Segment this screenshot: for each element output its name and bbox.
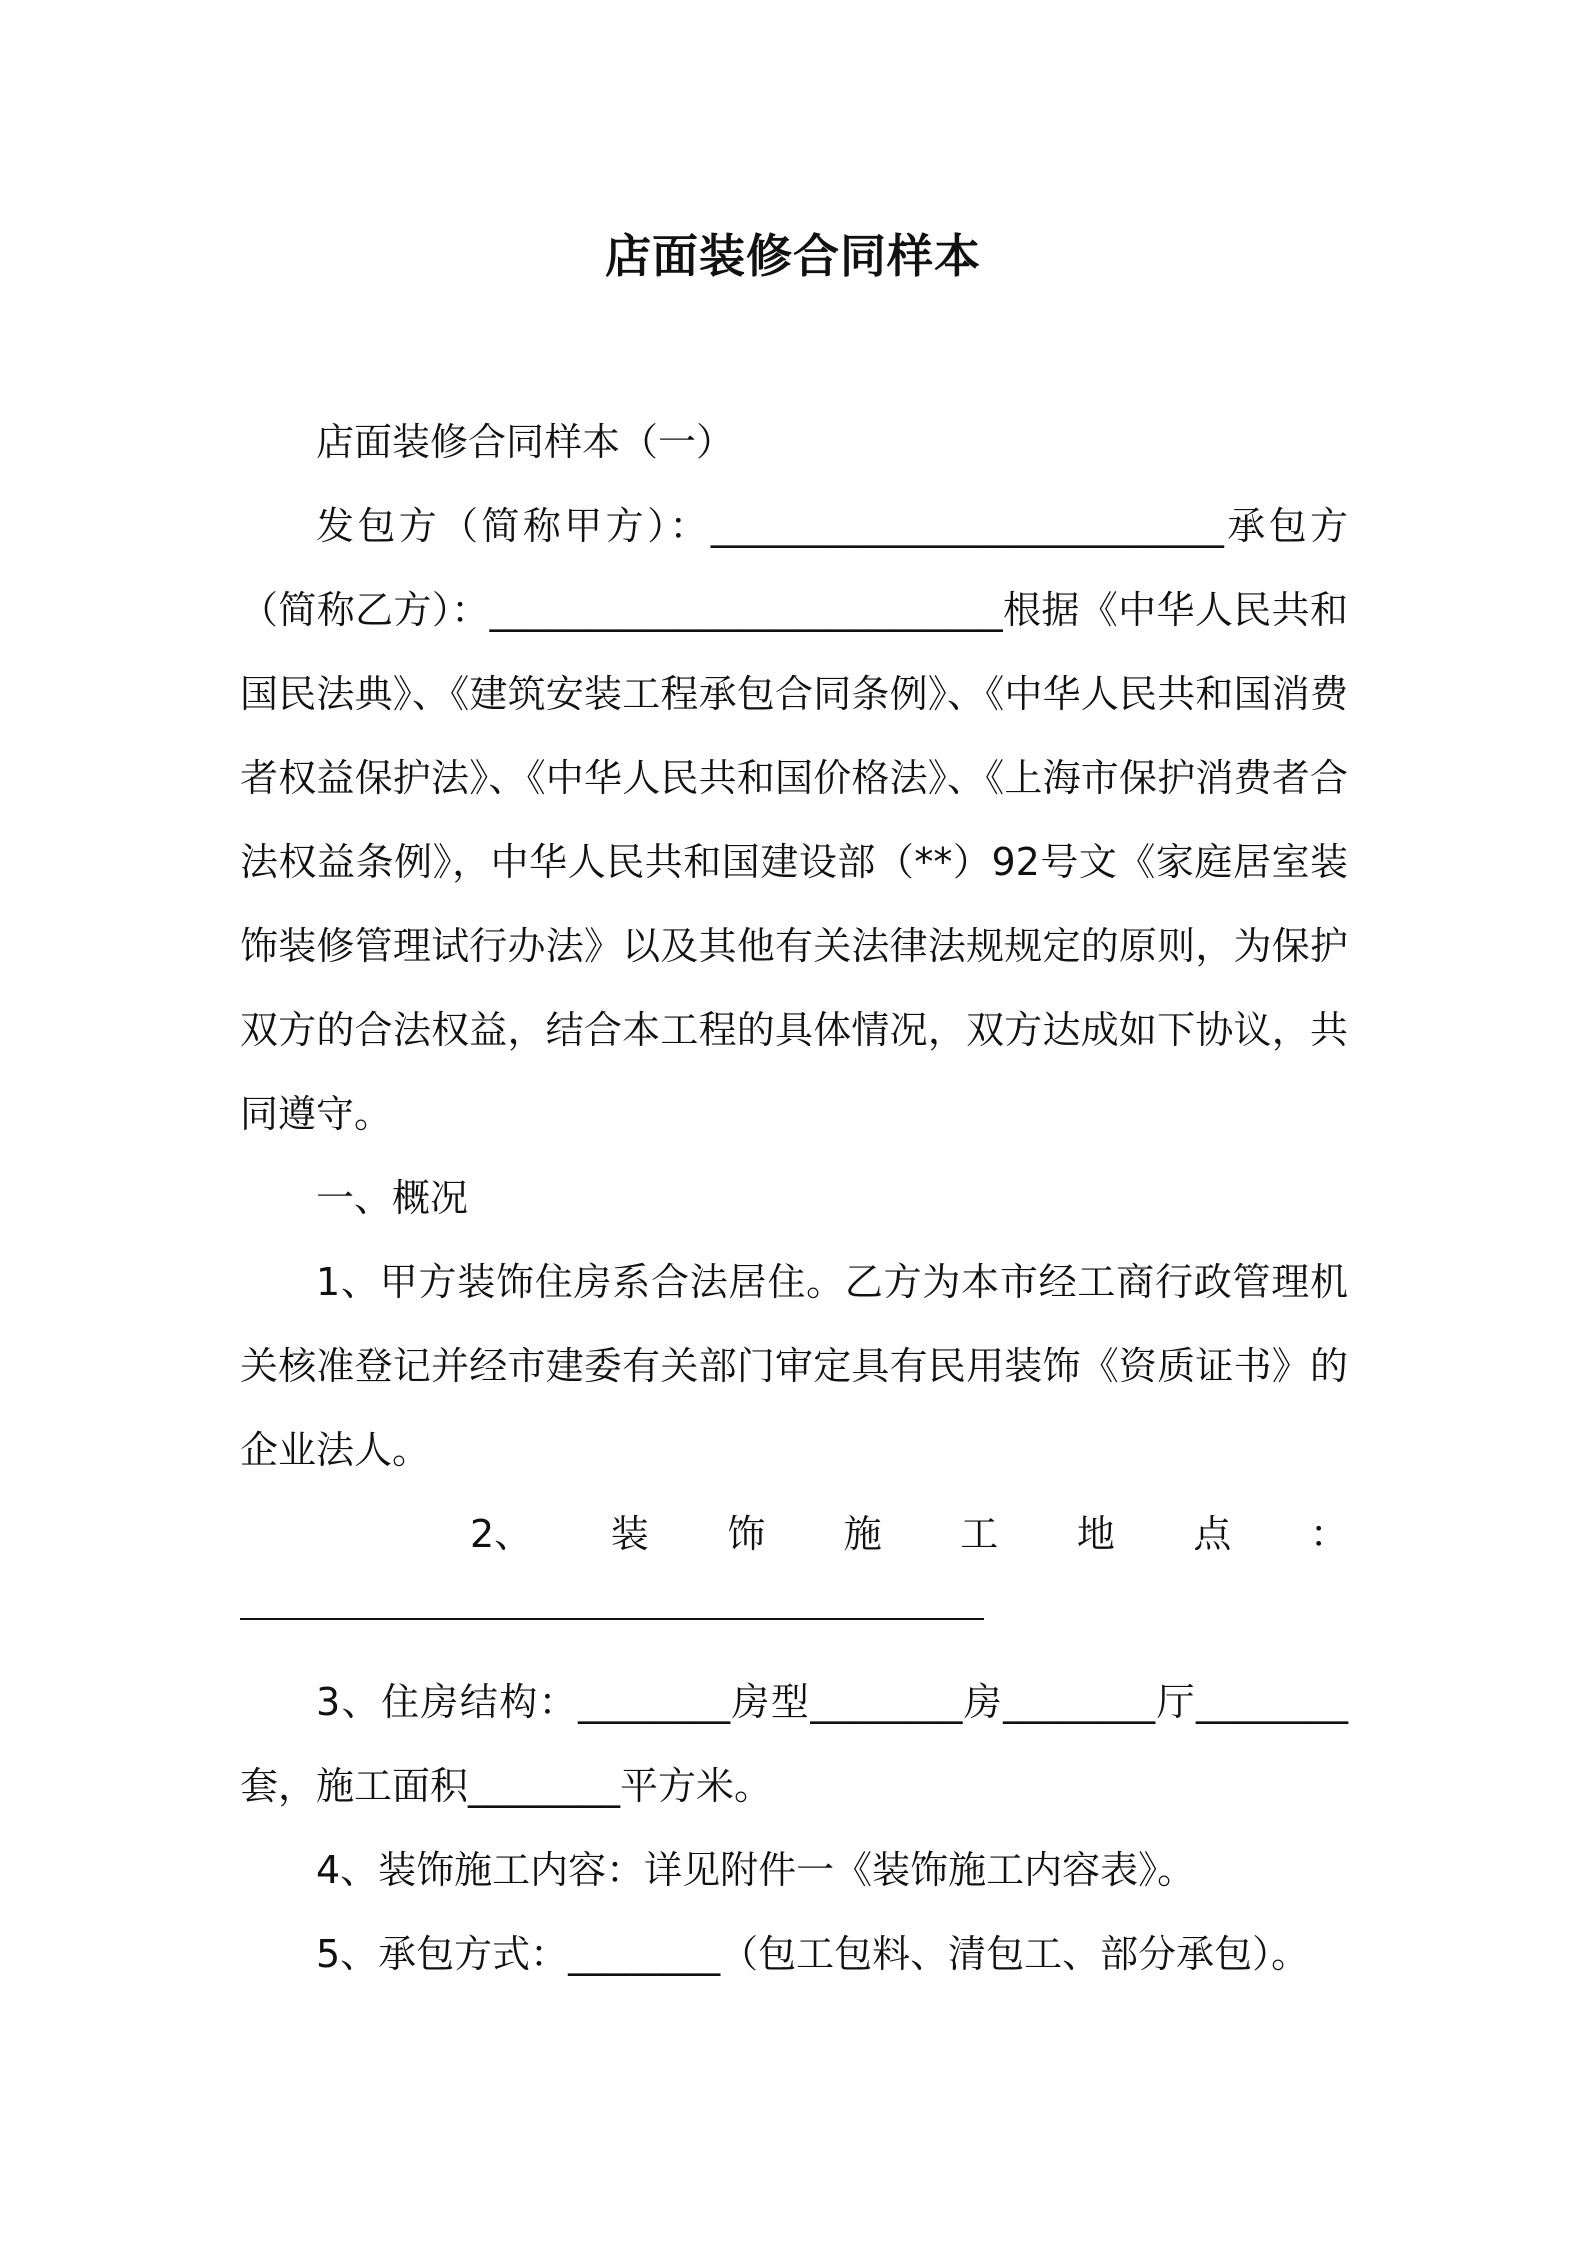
construction-address-blank xyxy=(240,1576,1348,1660)
paragraph-subtitle: 店面装修合同样本（一） xyxy=(316,420,735,464)
paragraph-item-2-label: 2、 装 饰 施 工 地 点 ： xyxy=(470,1512,1348,1556)
document-body xyxy=(240,400,1348,1996)
section-heading-overview: 一、概况 xyxy=(316,1176,469,1220)
paragraph-item-1: 1、甲方装饰住房系合法居住。乙方为本市经工商行政管理机关核准登记并经市建委有关部门审定具有民用装饰《资质证书》的企业法人。 xyxy=(240,1260,1348,1472)
paragraph-item-5: 5、承包方式：________（包工包料、清包工、部分承包）。 xyxy=(316,1932,1310,1976)
paragraph-item-4: 4、装饰施工内容：详见附件一《装饰施工内容表》。 xyxy=(316,1848,1196,1892)
paragraph-item-3: 3、住房结构：________房型________房________厅________套，施工面积________平方米。 xyxy=(240,1680,1348,1808)
paragraph-parties: 发包方（简称甲方）：___________________________承包方（简称乙方）：___________________________根据《中华人民共和国民法典》、《建筑安装工程承包合同条例》、《中华人民共和国消费者权益保护法》、《中华人民共和国价格法》、《上海市保护消费者合法权益条例》，中华人民共和国建设部（**）92号文《家庭居室装饰装修管理试行办法》以及其他有关法律法规规定的原则，为保护双方的合法权益，结合本工程的具体情况，双方达成如下协议，共同遵守。 xyxy=(240,504,1348,1136)
blank-underline xyxy=(240,1618,984,1620)
document-title: 店面装修合同样本 xyxy=(605,229,981,283)
